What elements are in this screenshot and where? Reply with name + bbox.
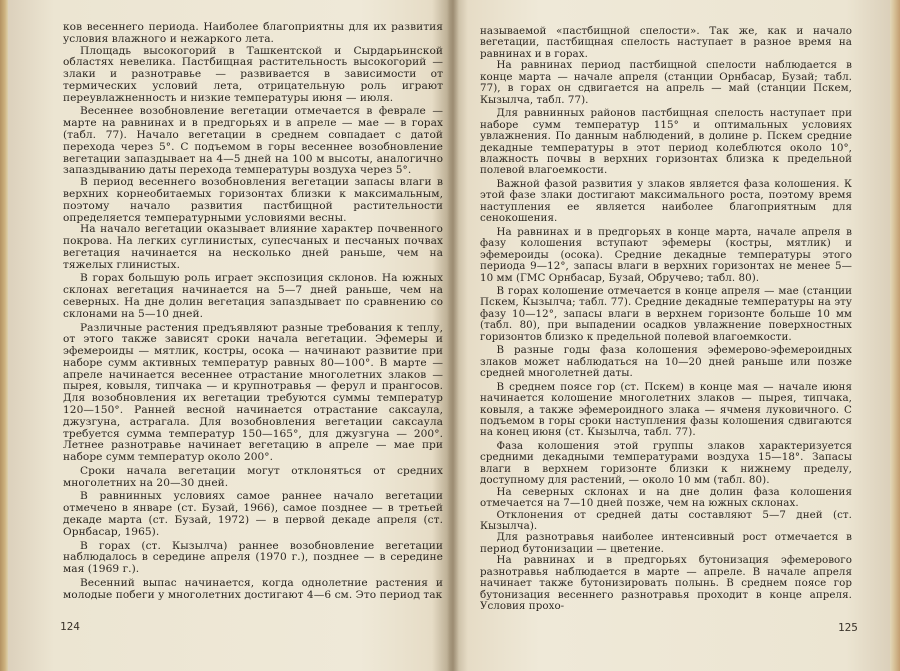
paragraph: На равнинах период пастбищной спелости наблюдается в конце марта — начале апреля (станции Орнбасар, Бузай; табл. 77), в горах он сдвигается на апрель — май (станции Пскем, Кызылча, табл. 77). [480,59,852,106]
paragraph: Площадь высокогорий в Ташкентской и Сырдарьинской областях невелика. Пастбищная растительность высокогорий — злаки и разнотравье — развивается в зависимости от термических условий лета, отрицательную роль играют переувлажненность и низкие температуры июня — июля. [63,44,443,104]
page-number-left: 124 [60,620,80,633]
paragraph: Сроки начала вегетации могут отклоняться от средних многолетних на 20—30 дней. [63,464,443,489]
paragraph: Различные растения предъявляют разные требования к теплу, от этого также зависят сроки начала вегетации. Эфемеры и эфемероиды — мятлик, костры, осока — начинают развитие при наборе сумм активных температур равных 80—100°. В марте — апреле начинается весеннее отрастание многолетних злаков — пырея, ковыля, типчака — и крупнотравья — ферул и прангосов. Для возобновления их вегетации требуются суммы температур 120—150°. Ранней весной начинается отрастание саксаула, джузгуна, астрагала. Для возобновления вегетации саксаула требуется сумма температур 150—165°, для джузгуна — 200°. Летнее разнотравье начинает вегетацию в апреле — мае при наборе сумм температур около 200°. [63,321,443,464]
paragraph: В разные годы фаза колошения эфемерово-эфемероидных злаков может наблюдаться на 10—20 дней раньше или позже средней многолетней даты. [480,344,852,380]
book-gutter [447,0,459,671]
paragraph: На северных склонах и на дне долин фаза колошения отмечается на 7—10 дней позже, чем на южных склонах. [480,485,852,510]
page-edge-right [890,0,900,671]
paragraph: На равнинах и в предгорьях бутонизация эфемерового разнотравья наблюдается в марте — апреле. В начале апреля начинает также бутонизировать полынь. В среднем поясе гор бутонизация весеннего разнотравья проходит в конце апреля. Условия прохо- [480,554,852,613]
paragraph: В период весеннего возобновления вегетации запасы влаги в верхних корнеобитаемых горизонтах близки к максимальным, поэтому начало развития пастбищной растительности определяется температурными условиями весны. [63,176,443,224]
paragraph: называемой «пастбищной спелости». Так же, как и начало вегетации, пастбищная спелость наступает в разное время на равнинах и в горах. [480,25,852,60]
page-edge-left [0,0,8,671]
page-number-right: 125 [838,621,858,634]
paragraph: В горах (ст. Кызылча) раннее возобновление вегетации наблюдалось в середине апреля (1970 г.), позднее — в середине мая (1969 г.). [63,539,443,576]
paragraph: В горах колошение отмечается в конце апреля — мае (станции Пскем, Кызылча; табл. 77). Средние декадные температуры на эту фазу 10—12°, запасы влаги в верхнем горизонте больше 10 мм (табл. 80), при выпадении осадков увлажнение поверхностных горизонтов близко к предельной полевой влагоемкости. [480,284,852,343]
left-page [63,22,443,602]
paragraph: На равнинах и в предгорьях в конце марта, начале апреля в фазу колошения вступают эфемеры (костры, мятлик) и эфемероиды (осока). Средние декадные температуры этого периода 9—12°, запасы влаги в верхних горизонтах не менее 5—10 мм (ГМС Орнбасар, Бузай, Обручево; табл. 80). [480,225,852,284]
paragraph: На начало вегетации оказывает влияние характер почвенного покрова. На легких суглинистых, супесчаных и песчаных почвах вегетация начинается на несколько дней раньше, чем на тяжелых глинистых. [63,223,443,271]
right-page [480,26,852,613]
paragraph: Весенний выпас начинается, когда однолетние растения и молодые побеги у многолетних достигают 4—6 см. Это период так [63,576,443,601]
paragraph: ков весеннего периода. Наиболее благоприятны для их развития условия влажного и нежаркого лета. [63,21,443,45]
paragraph: В среднем поясе гор (ст. Пскем) в конце мая — начале июня начинается колошение многолетних злаков — пырея, типчака, ковыля, а также эфемероидного злака — ячменя луковичного. С подъемом в горы сроки наступления фазы колошения сдвигаются на конец июня (ст. Кызылча, табл. 77). [480,380,852,439]
paragraph: В равнинных условиях самое раннее начало вегетации отмечено в январе (ст. Бузай, 1966), самое позднее — в третьей декаде марта (ст. Бузай, 1972) — в первой декаде апреля (ст. Орнбасар, 1965). [63,490,443,538]
paragraph: В горах большую роль играет экспозиция склонов. На южных склонах вегетация начинается на 5—7 дней раньше, чем на северных. На дне долин вегетация запаздывает по сравнению со склонами на 5—10 дней. [63,272,443,320]
paragraph: Весеннее возобновление вегетации отмечается в феврале — марте на равнинах и в предгорьях и в апреле — мае — в горах (табл. 77). Начало вегетации в среднем совпадает с датой перехода через 5°. С подъемом в горы весеннее возобновление вегетации запаздывает на 4—5 дней на 100 м высоты, аналогично запаздыванию даты перехода температуры воздуха через 5°. [63,105,443,177]
paragraph: Важной фазой развития у злаков является фаза колошения. К этой фазе злаки достигают максимального роста, поэтому время наступления ее является наиболее благоприятным для сенокошения. [480,177,852,225]
paragraph: Для равнинных районов пастбищная спелость наступает при наборе сумм температур 115° и оптимальных условиях увлажнения. По данным наблюдений, в долине р. Пскем средние декадные температуры в этот период колеблются около 10°, влажность почвы в верхних горизонтах близка к предельной полевой влагоемкости. [480,107,852,177]
paragraph: Фаза колошения этой группы злаков характеризуется средними декадными температурами воздуха 15—18°. Запасы влаги в верхнем горизонте близки к нижнему пределу, доступному для растений, — около 10 мм (табл. 80). [480,439,852,487]
paragraph: Отклонения от средней даты составляют 5—7 дней (ст. Кызылча). [480,508,852,533]
paragraph: Для разнотравья наиболее интенсивный рост отмечается в период бутонизации — цветение. [480,531,852,555]
